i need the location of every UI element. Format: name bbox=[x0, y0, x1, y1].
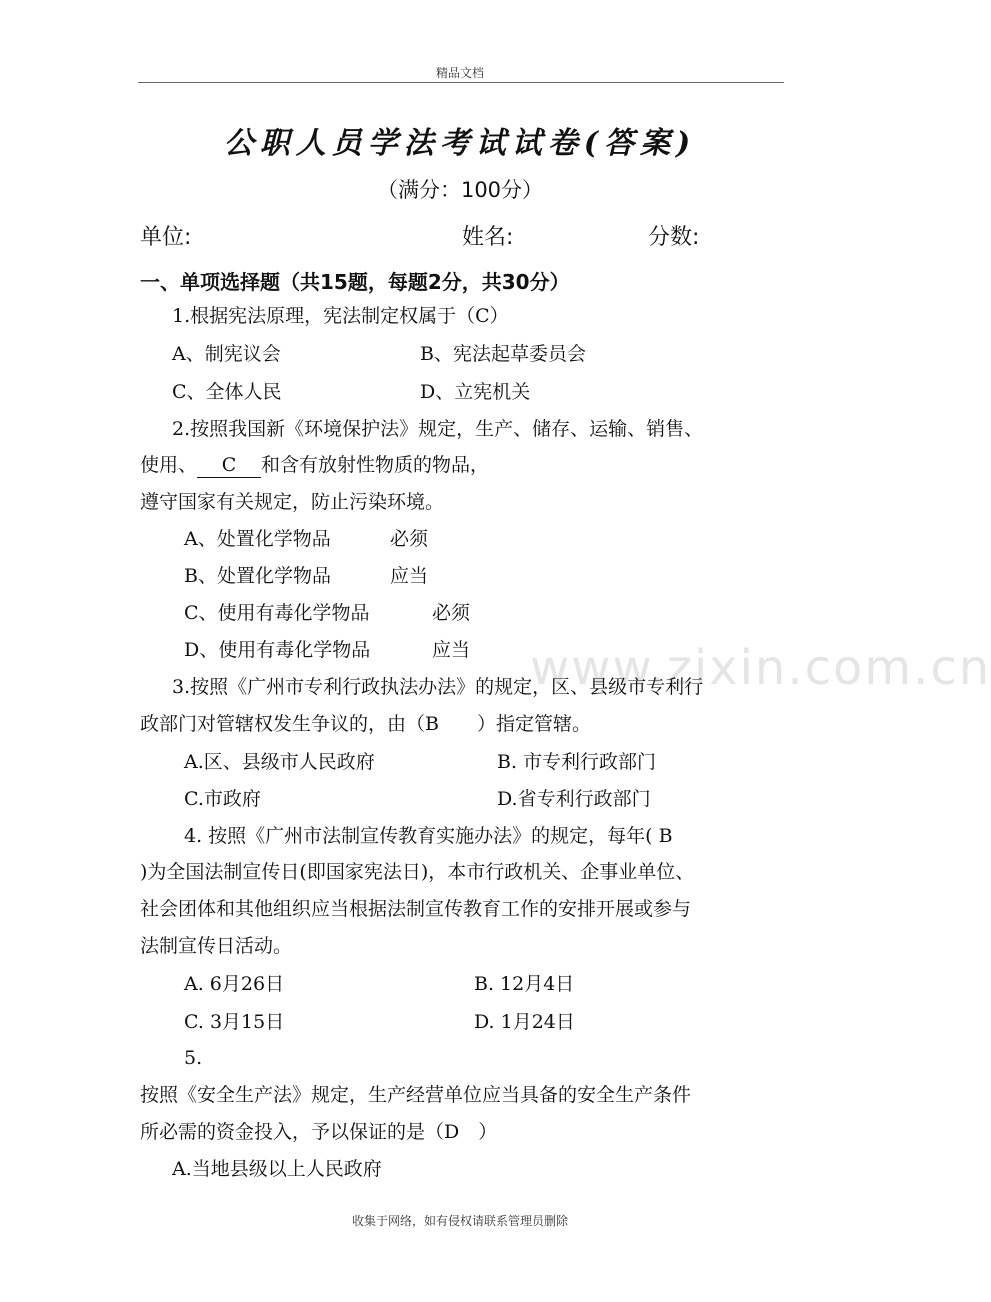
question-2-stem-line-3: 遵守国家有关规定，防止污染环境。 bbox=[140, 491, 445, 513]
question-4-stem-line-1: 4. 按照《广州市法制宣传教育实施办法》的规定，每年( B bbox=[184, 825, 673, 847]
question-4-option-a: A. 6月26日 bbox=[184, 973, 285, 995]
question-4-option-c: C. 3月15日 bbox=[184, 1011, 285, 1033]
question-4-stem-line-4: 法制宣传日活动。 bbox=[140, 935, 293, 957]
question-1-option-d: D、立宪机关 bbox=[420, 381, 531, 403]
question-3-stem-line-2: 政部门对管辖权发生争议的，由（B ）指定管辖。 bbox=[140, 713, 591, 735]
question-4-option-b: B. 12月4日 bbox=[474, 973, 575, 995]
score-field-label: 分数: bbox=[648, 225, 700, 250]
question-4-option-d: D. 1月24日 bbox=[474, 1011, 575, 1033]
question-2-stem-line-1: 2.按照我国新《环境保护法》规定，生产、储存、运输、销售、 bbox=[172, 418, 704, 440]
page-subtitle: （满分：100分） bbox=[376, 178, 544, 202]
question-2-stem-line-2 bbox=[140, 453, 489, 478]
question-2-stem-pre: 使用、 bbox=[140, 454, 198, 476]
question-4-stem-line-2: )为全国法制宣传日(即国家宪法日)，本市行政机关、企事业单位、 bbox=[140, 861, 695, 883]
question-5-option-a: A.当地县级以上人民政府 bbox=[172, 1158, 382, 1180]
question-2-option-a: A、处置化学物品 bbox=[184, 528, 331, 550]
question-2-option-d-verb: 应当 bbox=[432, 639, 471, 661]
question-1-option-b: B、宪法起草委员会 bbox=[420, 343, 586, 365]
question-1-stem: 1.根据宪法原理，宪法制定权属于（C） bbox=[172, 305, 509, 327]
question-2-option-c-verb: 必须 bbox=[432, 602, 471, 624]
question-5-stem-line-2: 所必需的资金投入，予以保证的是（D ） bbox=[140, 1121, 498, 1143]
question-2-option-c: C、使用有毒化学物品 bbox=[184, 602, 370, 624]
page-title: 公职人员学法考试试卷(答案) bbox=[223, 126, 697, 161]
question-2-option-d: D、使用有毒化学物品 bbox=[184, 639, 371, 661]
question-2-stem-post: 和含有放射性物质的物品， bbox=[261, 454, 490, 476]
question-4-stem-line-3: 社会团体和其他组织应当根据法制宣传教育工作的安排开展或参与 bbox=[140, 898, 692, 920]
question-2-option-a-verb: 必须 bbox=[390, 528, 429, 550]
question-2-option-b: B、处置化学物品 bbox=[184, 565, 331, 587]
section-heading: 一、单项选择题（共15题，每题2分，共30分） bbox=[140, 270, 570, 294]
question-5-number: 5. bbox=[184, 1047, 203, 1069]
question-5-stem-line-1: 按照《安全生产法》规定，生产经营单位应当具备的安全生产条件 bbox=[140, 1084, 692, 1106]
question-2-option-b-verb: 应当 bbox=[390, 565, 429, 587]
question-1-option-a: A、制宪议会 bbox=[172, 343, 281, 365]
question-3-stem-line-1: 3.按照《广州市专利行政执法办法》的规定，区、县级市专利行 bbox=[172, 676, 704, 698]
question-3-option-c: C.市政府 bbox=[184, 788, 261, 810]
unit-field-label: 单位: bbox=[140, 225, 192, 250]
page-footer: 收集于网络，如有侵权请联系管理员删除 bbox=[351, 1214, 568, 1228]
question-1-option-c: C、全体人民 bbox=[172, 381, 282, 403]
page-header: 精品文档 bbox=[435, 66, 484, 80]
name-field-label: 姓名: bbox=[462, 225, 514, 250]
watermark: www.zixin.com.cn bbox=[530, 640, 991, 696]
question-2-answer-blank: C bbox=[197, 453, 261, 478]
question-3-option-d: D.省专利行政部门 bbox=[497, 788, 651, 810]
question-3-option-a: A.区、县级市人民政府 bbox=[184, 751, 375, 773]
question-3-option-b: B. 市专利行政部门 bbox=[497, 751, 657, 773]
header-divider bbox=[138, 82, 784, 83]
